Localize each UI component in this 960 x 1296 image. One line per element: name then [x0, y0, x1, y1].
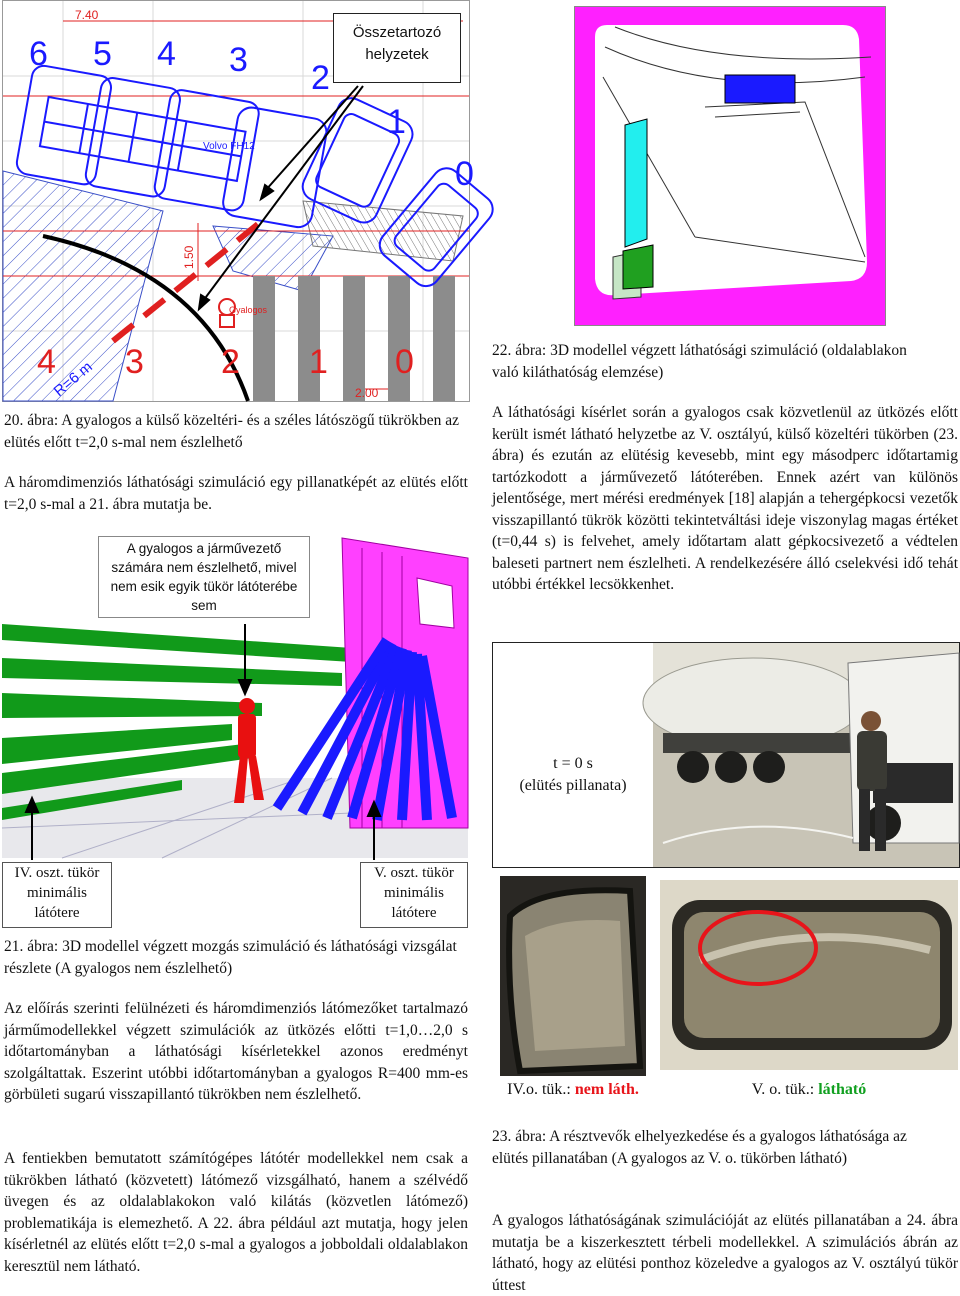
mirror-v-status-value: látható [818, 1081, 867, 1098]
associated-positions-label [333, 13, 461, 83]
pos-b-4: 4 [37, 343, 56, 381]
figure-23-mirror-iv [500, 876, 646, 1076]
mirror-iv-status-value: nem láth. [574, 1081, 639, 1098]
radius-label: R=6 m [50, 358, 96, 401]
figure-23-caption: 23. ábra: A résztvevők elhelyezkedése és a gyalogos láthatósága az elütés pillanatában (A gyalogos az V. o. tükörben látható) [492, 1128, 907, 1167]
mirror-v-photo [660, 880, 958, 1070]
not-visible-callout [98, 536, 310, 618]
mirror-iv-photo [500, 876, 646, 1076]
dim-vertical: 1.50 [182, 245, 196, 269]
figure-20 [2, 0, 474, 402]
figure-23-photo-top [492, 642, 960, 868]
v-class-label [360, 862, 468, 928]
paragraph-1: A háromdimenziós láthatósági szimuláció egy pillanatképét az elütés előtt t=2,0 s-mal a 21. ábra mutatja be. [4, 474, 468, 513]
time-label [493, 753, 653, 797]
figure-20-caption: 20. ábra: A gyalogos a külső közeltéri- és a széles látószögű tükrökben az elütés előtt t=2,0 s-mal nem észlelhető [4, 412, 459, 451]
paragraph-4: A láthatósági kísérlet során a gyalogos csak közvetlenül az ütközés előtt került ismét látható helyzetbe az V. osztályú, külső közeltéri tükörben (23. ábra) és ezután az elütésig kevesebb, mint egy másodperc időtartamig tartózkodott a járművezető látóterében. Ennek azért van különös jelentősége, mert mérési eredmények [18] alapján a tehergépkocsi vezetők visszapillantó tükrök közötti tekintetváltási ideje viszonylag magas értéket (t=0,44 s) is felvehet, amely időtartam alatt gépkocsivezető a védtelen baleseti partnert nem észlelheti. A rendelkezésére álló cselekvési idő tehát utóbbi értékkel lecsökkenhet. [492, 404, 958, 593]
mirror-blue [725, 75, 795, 103]
figure-22-caption: 22. ábra: 3D modellel végzett láthatósági szimuláció (oldalablakon való kiláthatóság elemzése) [492, 342, 907, 381]
iv-class-label [2, 862, 112, 928]
figure-21 [2, 528, 468, 928]
pos-1: 1 [387, 103, 406, 141]
pos-5: 5 [93, 35, 112, 73]
pedestrian-label: Gyalogos [229, 305, 268, 315]
pos-b-1: 1 [309, 343, 328, 381]
box-label-text: Összetartozó helyzetek [352, 24, 442, 63]
pos-b-0: 0 [395, 343, 414, 381]
pos-b-2: 2 [221, 343, 240, 381]
dim-bottom: 2.00 [355, 386, 379, 400]
mirror-v-prefix: V. o. tük.: [751, 1081, 819, 1098]
pos-0: 0 [455, 155, 474, 193]
pos-b-3: 3 [125, 343, 144, 381]
dim-top: 7.40 [75, 8, 99, 22]
time-label-sub: (elütés pillanata) [519, 777, 627, 794]
pos-2: 2 [311, 59, 330, 97]
paragraph-2: Az előírás szerinti felülnézeti és háromdimenziós látómezőket tartalmazó járműmodellekkel végzett szimulációk az ütközés előtti t=1,0…2,0 s időtartományban a láthatósági kísérletekkel azonos eredményt szolgáltattak. Eszerint utóbbi időtartományban a gyalogos R=400 mm-es görbületi sugarú visszapillantó tükrökben nem észlelhető. [4, 1000, 468, 1103]
time-label-main: t = 0 s [553, 755, 593, 772]
mirror-iv-prefix: IV.o. tük.: [507, 1081, 575, 1098]
vehicle-label: Volvo FH12 [203, 141, 255, 152]
mirror-iv-status [500, 1080, 646, 1100]
figure-22 [574, 6, 886, 326]
figure-22-drawing [575, 7, 885, 325]
paragraph-5: A gyalogos láthatóságának szimulációját az elütés pillanatában a 24. ábra mutatja be a kiszerkesztett térbeli modellekkel. A szimulációs ábrán az látható, hogy az elütési ponthoz közeledve a gyalogos az V. osztályú tükör úttest [492, 1212, 958, 1294]
mirror-v-status [660, 1080, 958, 1100]
crosswalk [253, 276, 455, 401]
iv-class-label-text: IV. oszt. tükör minimális látótere [14, 865, 100, 921]
v-class-label-text: V. oszt. tükör minimális látótere [374, 865, 454, 921]
mirror-cyan [625, 119, 647, 247]
pos-6: 6 [29, 35, 48, 73]
paragraph-3: A fentiekben bemutatott számítógépes látótér modellekkel nem csak a tükrökben látható (közvetett) látómező vizsgálható, hanem a szélvédő üvegen és az oldalablakokon való kilátás (közvetlen látómező) problematikája is elemezhető. A 22. ábra például azt mutatja, hogy jelen kísérletnél az elütés előtt t=2,0 s-mal a gyalogos a jobboldali oldalablakon keresztül nem látható. [4, 1150, 468, 1275]
pos-3: 3 [229, 41, 248, 79]
mirror-green [623, 245, 653, 289]
pos-4: 4 [157, 35, 176, 73]
callout-text: A gyalogos a járművezető számára nem észlelhető, mivel nem esik egyik tükör látóterébe sem [110, 541, 298, 613]
figure-23-mirror-v [660, 880, 958, 1070]
figure-21-caption: 21. ábra: 3D modellel végzett mozgás szimuláció és láthatósági vizsgálat részlete (A gyalogos nem észlelhető) [4, 938, 457, 977]
